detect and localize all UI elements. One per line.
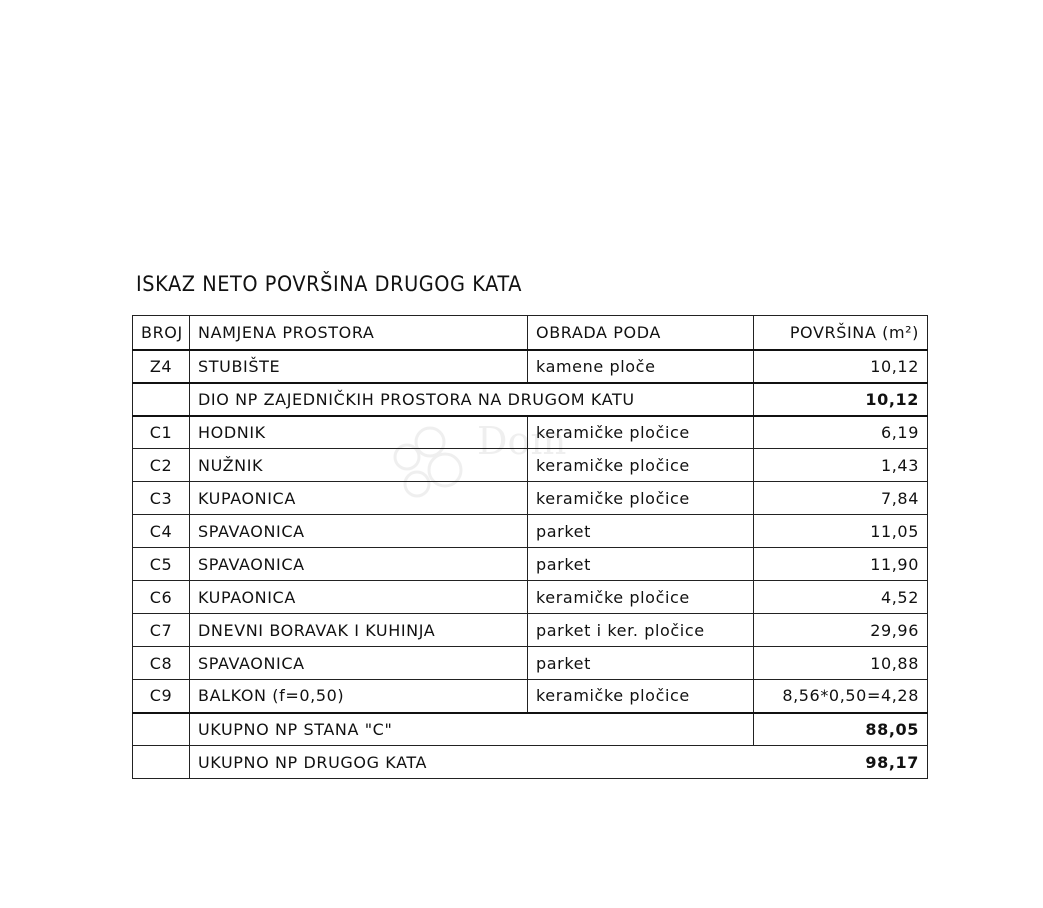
row-povrsina: 6,19 xyxy=(754,416,928,449)
header-broj: BROJ xyxy=(133,316,190,350)
subtotal-stan-c-value: 88,05 xyxy=(754,713,928,746)
row-povrsina: 10,12 xyxy=(754,350,928,383)
row-obrada: parket xyxy=(528,515,754,548)
row-broj: C3 xyxy=(133,482,190,515)
row-namjena: SPAVAONICA xyxy=(190,647,528,680)
total-value: 98,17 xyxy=(754,746,928,779)
table-row xyxy=(133,350,928,383)
table-row xyxy=(133,515,928,548)
row-povrsina: 4,52 xyxy=(754,581,928,614)
empty-cell xyxy=(133,383,190,416)
row-obrada: parket i ker. pločice xyxy=(528,614,754,647)
subtotal-common-label: DIO NP ZAJEDNIČKIH PROSTORA NA DRUGOM KATU xyxy=(190,383,754,416)
header-namjena: NAMJENA PROSTORA xyxy=(190,316,528,350)
row-obrada: keramičke pločice xyxy=(528,680,754,713)
row-obrada: keramičke pločice xyxy=(528,581,754,614)
row-broj: C8 xyxy=(133,647,190,680)
row-namjena: KUPAONICA xyxy=(190,482,528,515)
empty-cell xyxy=(133,713,190,746)
table-header-row xyxy=(133,316,928,350)
row-broj: Z4 xyxy=(133,350,190,383)
row-namjena: SPAVAONICA xyxy=(190,515,528,548)
table-row xyxy=(133,416,928,449)
row-povrsina: 8,56*0,50=4,28 xyxy=(754,680,928,713)
area-table xyxy=(132,315,928,779)
subtotal-stan-c-label: UKUPNO NP STANA "C" xyxy=(190,713,754,746)
table-row xyxy=(133,581,928,614)
row-broj: C5 xyxy=(133,548,190,581)
total-label: UKUPNO NP DRUGOG KATA xyxy=(190,746,754,779)
row-povrsina: 10,88 xyxy=(754,647,928,680)
empty-cell xyxy=(133,746,190,779)
row-povrsina: 1,43 xyxy=(754,449,928,482)
row-povrsina: 11,05 xyxy=(754,515,928,548)
row-broj: C9 xyxy=(133,680,190,713)
row-broj: C4 xyxy=(133,515,190,548)
row-namjena: HODNIK xyxy=(190,416,528,449)
table-row xyxy=(133,482,928,515)
row-obrada: kamene ploče xyxy=(528,350,754,383)
header-obrada: OBRADA PODA xyxy=(528,316,754,350)
row-obrada: keramičke pločice xyxy=(528,482,754,515)
table-row xyxy=(133,680,928,713)
row-povrsina: 29,96 xyxy=(754,614,928,647)
header-povrsina: POVRŠINA (m²) xyxy=(754,316,928,350)
row-namjena: DNEVNI BORAVAK I KUHINJA xyxy=(190,614,528,647)
row-namjena: SPAVAONICA xyxy=(190,548,528,581)
watermark-text: Dom xyxy=(477,419,567,463)
row-namjena: BALKON (f=0,50) xyxy=(190,680,528,713)
table-row xyxy=(133,548,928,581)
row-povrsina: 7,84 xyxy=(754,482,928,515)
subtotal-row-stan-c xyxy=(133,713,928,746)
row-povrsina: 11,90 xyxy=(754,548,928,581)
table-row xyxy=(133,647,928,680)
row-obrada: keramičke pločice xyxy=(528,449,754,482)
total-row xyxy=(133,746,928,779)
row-broj: C7 xyxy=(133,614,190,647)
row-broj: C6 xyxy=(133,581,190,614)
table-row xyxy=(133,449,928,482)
page-title: ISKAZ NETO POVRŠINA DRUGOG KATA xyxy=(136,272,523,296)
row-obrada: parket xyxy=(528,548,754,581)
row-broj: C2 xyxy=(133,449,190,482)
row-obrada: keramičke pločice xyxy=(528,416,754,449)
table-row xyxy=(133,614,928,647)
row-namjena: KUPAONICA xyxy=(190,581,528,614)
subtotal-row-common xyxy=(133,383,928,416)
subtotal-common-value: 10,12 xyxy=(754,383,928,416)
row-namjena: STUBIŠTE xyxy=(190,350,528,383)
row-broj: C1 xyxy=(133,416,190,449)
row-obrada: parket xyxy=(528,647,754,680)
row-namjena: NUŽNIK xyxy=(190,449,528,482)
